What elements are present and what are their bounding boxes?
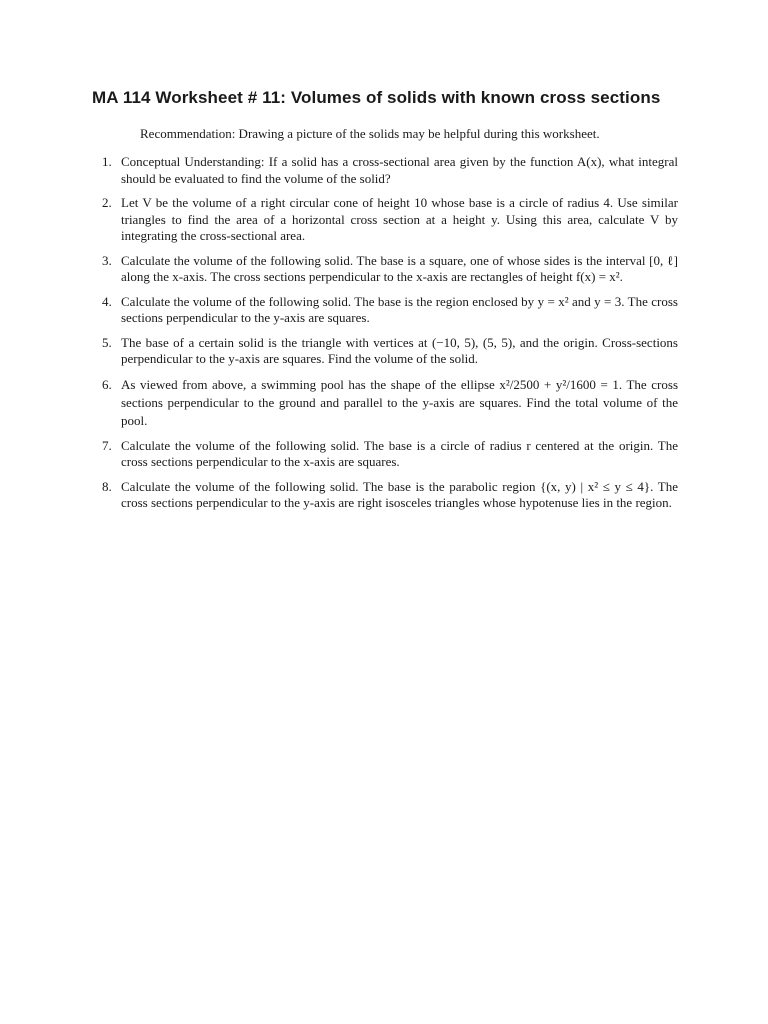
problem-text: Conceptual Understanding: If a solid has a cross-sectional area given by the function A(x), what integral should be evaluated to find the volume of the solid? bbox=[121, 154, 678, 186]
problem-number: 4. bbox=[102, 293, 112, 309]
problem-number: 6. bbox=[102, 376, 112, 392]
problem-text: Let V be the volume of a right circular cone of height 10 whose base is a circle of radius 4. Use similar triangles to find the area of a horizontal cross section at a height y. Using this area, calculate V by integrating the cross-sectional area. bbox=[121, 195, 678, 243]
problem-number: 5. bbox=[102, 334, 112, 350]
problem-item-2 bbox=[102, 195, 678, 245]
problem-number: 2. bbox=[102, 195, 112, 210]
problem-item-6 bbox=[102, 376, 678, 430]
problem-number: 3. bbox=[102, 252, 112, 268]
problem-item-4 bbox=[102, 294, 678, 327]
problem-number: 7. bbox=[102, 437, 112, 453]
problem-number: 8. bbox=[102, 478, 112, 494]
problem-text: Calculate the volume of the following solid. The base is the parabolic region {(x, y) | x² ≤ y ≤ 4}. The cross sections perpendicular to the y-axis are right isosceles triangles whose hypotenuse lies in the region. bbox=[121, 478, 678, 510]
problem-text: As viewed from above, a swimming pool has the shape of the ellipse x²/2500 + y²/1600 = 1. The cross sections perpendicular to the ground and parallel to the y-axis are squares. Find the total volume of the pool. bbox=[121, 376, 678, 428]
problem-item-8 bbox=[102, 479, 678, 512]
problem-item-5 bbox=[102, 335, 678, 368]
problem-list bbox=[102, 154, 678, 520]
problem-item-3 bbox=[102, 253, 678, 286]
problem-item-1 bbox=[102, 154, 678, 187]
problem-text: Calculate the volume of the following solid. The base is a circle of radius r centered at the origin. The cross sections perpendicular to the x-axis are squares. bbox=[121, 437, 678, 469]
problem-text: Calculate the volume of the following solid. The base is a square, one of whose sides is the interval [0, ℓ] along the x-axis. The cross sections perpendicular to the x-axis are rectangles of height f(x) = x². bbox=[121, 252, 678, 284]
problem-text: Calculate the volume of the following solid. The base is the region enclosed by y = x² and y = 3. The cross sections perpendicular to the y-axis are squares. bbox=[121, 293, 678, 325]
recommendation-text: Recommendation: Drawing a picture of the solids may be helpful during this worksheet. bbox=[140, 126, 600, 141]
problem-number: 1. bbox=[102, 154, 112, 169]
problem-item-7 bbox=[102, 438, 678, 471]
problem-text: The base of a certain solid is the triangle with vertices at (−10, 5), (5, 5), and the origin. Cross-sections perpendicular to the y-axis are squares. Find the volume of the solid. bbox=[121, 334, 678, 366]
page-title: MA 114 Worksheet # 11: Volumes of solids with known cross sections bbox=[92, 88, 661, 107]
